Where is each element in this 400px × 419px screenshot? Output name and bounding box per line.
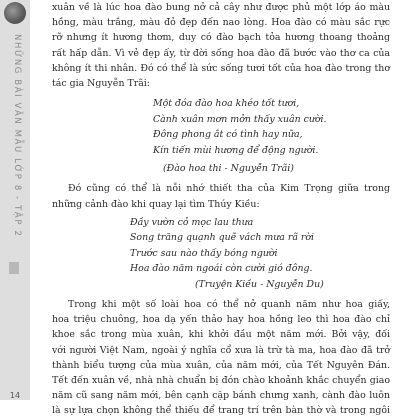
poem-line: Cành xuân mơn mởn thấy xuân cười. <box>153 113 327 125</box>
poem-line: Đầy vườn cỏ mọc lau thưa <box>130 216 254 228</box>
paragraph-2 <box>52 181 390 211</box>
text-line: không ít thi nhân. Đó có thể là sức sống tươi tốt của hoa đào trong thơ <box>52 62 390 74</box>
text-line: Trong khi một số loài hoa có thể nở quanh năm như hoa giấy, <box>68 299 390 311</box>
text-line: những cảnh đào khi quay lại tìm Thúy Kiều: <box>52 198 260 210</box>
text-line: rỡ nhưng ít hương thơm, duy có đào bạch tỏa hương thoang thoảng <box>52 32 390 44</box>
poem-line: Hoa đào năm ngoái còn cười gió đông. <box>130 263 313 275</box>
text-line: thành biểu tượng của mùa xuân, của năm mới, của Tết Nguyên Đán. <box>52 359 390 371</box>
poem-line: Trước sau nào thấy bóng người <box>130 247 278 259</box>
poem-1 <box>52 96 390 158</box>
poem-2 <box>52 215 390 277</box>
text-line: hoa triệu chuông, hoa dạ yến thảo hay hoa hồng leo thì hoa đào chỉ <box>52 314 390 326</box>
text-line: xuân về là lúc hoa đào bung nở cả cây như được phủ một lớp áo màu <box>52 2 390 13</box>
sidebar <box>0 0 30 400</box>
text-line: là sự lựa chọn không thể thiếu để trang trí trên bàn thờ và trong ngôi <box>52 405 390 417</box>
text-line: khoe sắc trong mùa xuân, khi khởi đầu một năm mới. Bởi vậy, đối <box>52 329 390 341</box>
page-number: 14 <box>9 391 21 400</box>
poem-line: Một đóa đào hoa khéo tốt tươi, <box>153 98 300 110</box>
text-line: tác gia Nguyễn Trãi: <box>52 78 150 90</box>
poem-2-source: (Truyện Kiều - Nguyễn Du) <box>195 278 324 290</box>
text-line: với người Việt Nam, ngoài ý nghĩa cổ xưa là trừ tà ma, hoa đào đã trở <box>52 344 390 356</box>
paragraph-3 <box>52 297 390 419</box>
poem-line: Đông phong ắt có tình hay nữa, <box>153 129 303 141</box>
text-line: năm cũ sang năm mới, bên cạnh cặp bánh chưng xanh, cành đào luôn <box>52 390 390 402</box>
text-line: rất hấp dẫn. Vì vẻ đẹp ấy, từ đời sống hoa đào đã bước vào thơ ca của <box>52 47 390 59</box>
text-line: Tết đến xuân về, nhà nhà chuẩn bị đón chào khoảnh khắc chuyển giao <box>52 375 390 387</box>
sidebar-marker <box>9 262 19 274</box>
text-line: Đó cũng có thể là nỗi nhớ thiết tha của Kim Trọng giữa trong <box>68 183 390 195</box>
poem-line: Song trăng quạnh quẽ vách mưa rã rời <box>130 232 315 244</box>
series-title: NHỮNG BÀI VĂN MẪU LỚP 8 - TẬP 2 <box>12 34 22 238</box>
paragraph-1 <box>52 0 390 91</box>
poem-line: Kín tiến mùi hương để động người. <box>153 144 319 156</box>
poem-1-source: (Đào hoa thi - Nguyễn Trãi) <box>163 163 294 175</box>
cover-thumbnail <box>4 2 26 24</box>
page-content <box>52 0 390 417</box>
text-line: hồng, màu trắng, màu đỏ đẹp đến nao lòng. Hoa đào có màu sắc rực <box>52 17 390 29</box>
